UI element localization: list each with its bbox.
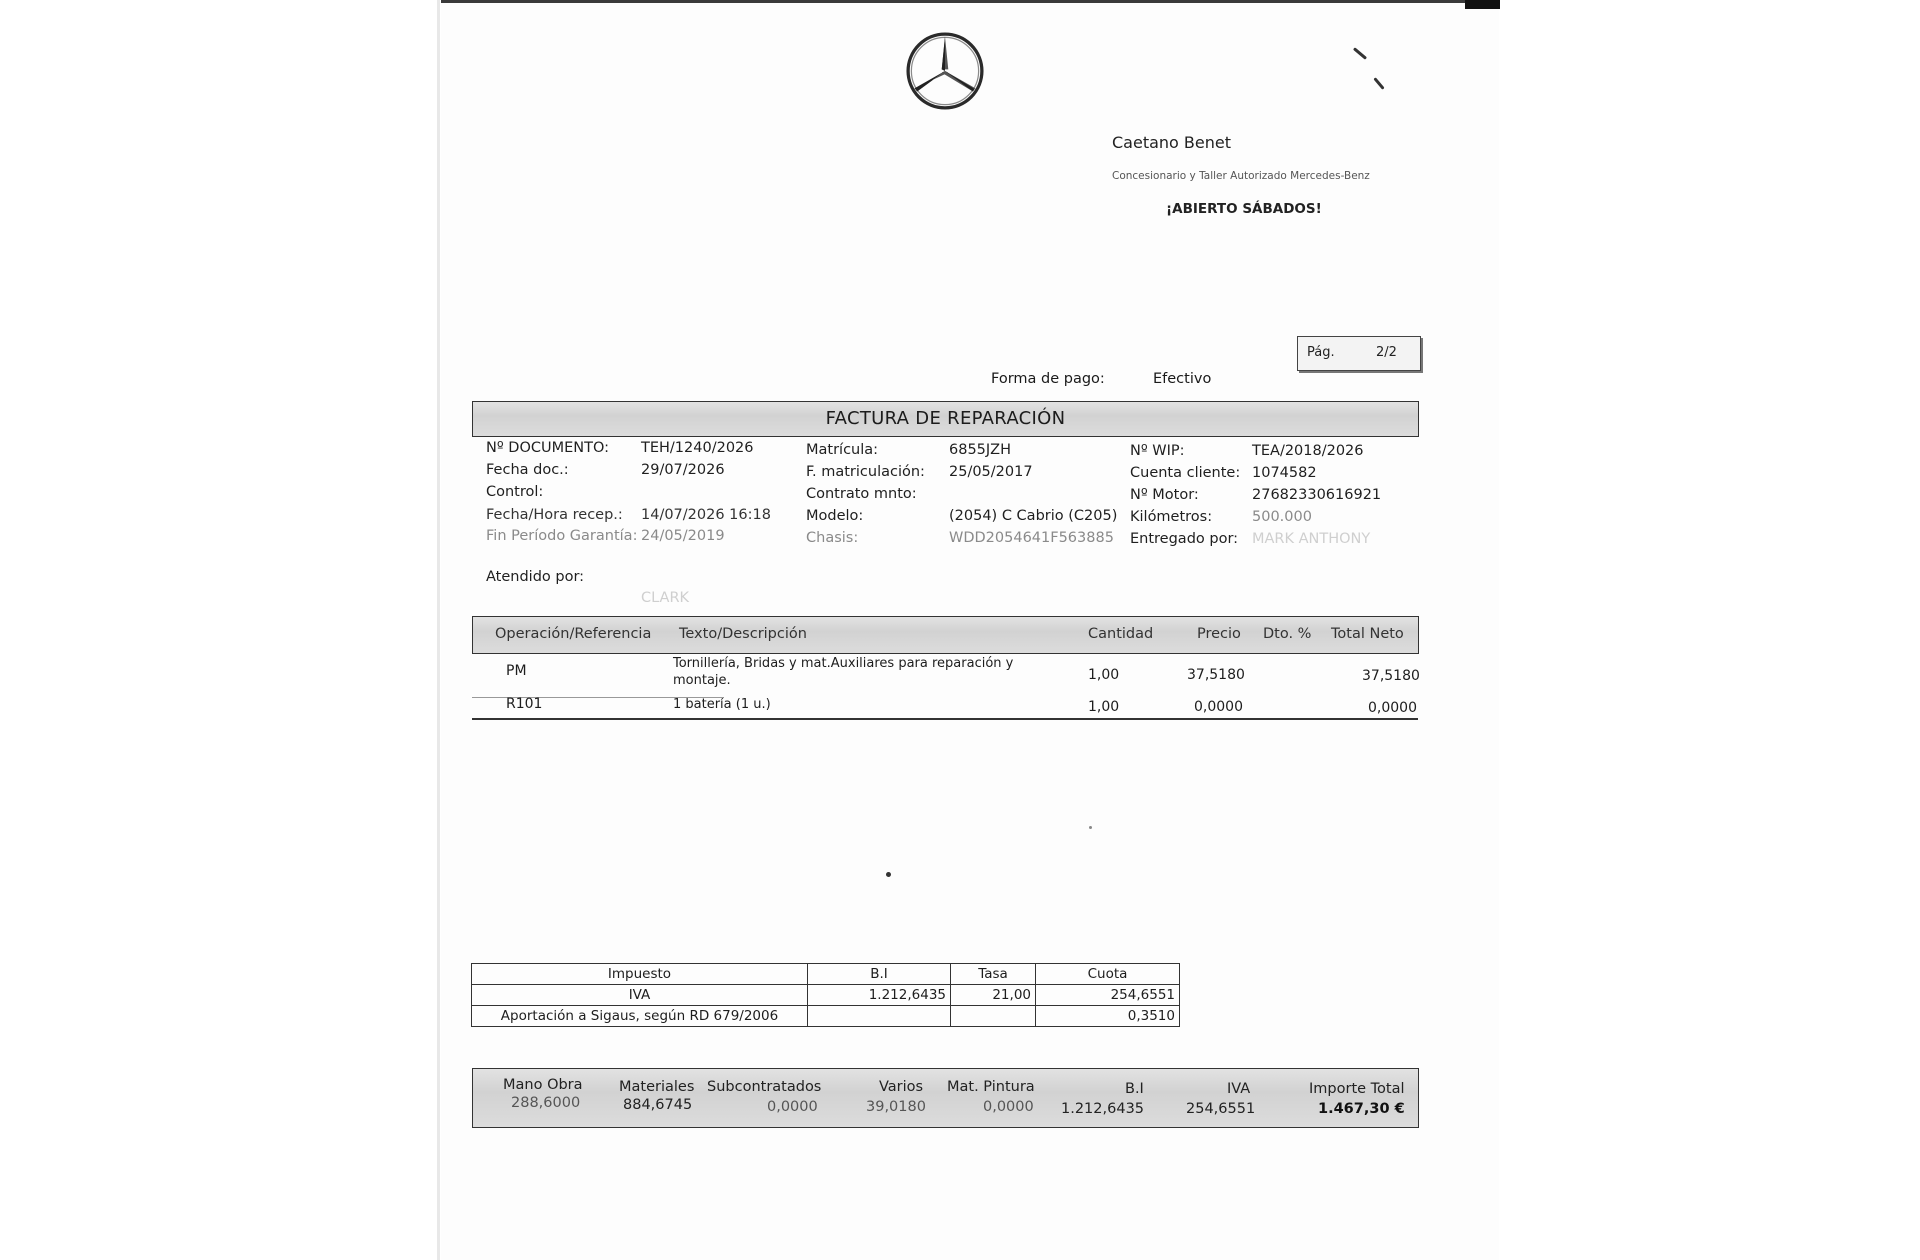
- totals-bar: [472, 1068, 1419, 1128]
- item-description-cont: montaje.: [673, 673, 731, 688]
- tax-header-rate: Tasa: [951, 964, 1036, 985]
- tax-quota: 254,6551: [1036, 985, 1180, 1006]
- page-number-box: [1297, 336, 1421, 371]
- item-ref: R101: [506, 696, 543, 712]
- wip-value: TEA/2018/2026: [1252, 443, 1364, 459]
- grand-total-value: 1.467,30 €: [1318, 1101, 1405, 1117]
- plate-label: Matrícula:: [806, 442, 879, 458]
- total-paint-label: Mat. Pintura: [947, 1079, 1035, 1095]
- total-vat-label: IVA: [1227, 1081, 1251, 1097]
- control-label: Control:: [486, 484, 544, 500]
- item-description: Tornillería, Bridas y mat.Auxiliares para reparación y: [673, 656, 1014, 671]
- tax-quota: 0,3510: [1036, 1006, 1180, 1027]
- doc-number-value: TEH/1240/2026: [641, 440, 754, 456]
- total-materials-value: 884,6745: [623, 1097, 693, 1113]
- kilometers-value: 500.000: [1252, 509, 1312, 525]
- table-row: [472, 1006, 1180, 1027]
- reception-value: 14/07/2026 16:18: [641, 507, 771, 523]
- tax-base: 1.212,6435: [808, 985, 951, 1006]
- model-value: (2054) C Cabrio (C205): [949, 508, 1118, 524]
- payment-label: Forma de pago:: [991, 371, 1105, 387]
- chassis-value: WDD2054641F563885: [949, 530, 1114, 546]
- dealer-name: Caetano Benet: [1112, 133, 1231, 152]
- col-description: Texto/Descripción: [679, 626, 807, 642]
- tax-name: Aportación a Sigaus, según RD 679/2006: [472, 1006, 808, 1027]
- tax-name: IVA: [472, 985, 808, 1006]
- col-operation-reference: Operación/Referencia: [495, 626, 652, 642]
- reception-label: Fecha/Hora recep.:: [486, 507, 623, 523]
- tax-rate: 21,00: [951, 985, 1036, 1006]
- engine-number-value: 27682330616921: [1252, 487, 1382, 503]
- total-materials-label: Materiales: [619, 1079, 695, 1095]
- tax-base: [808, 1006, 951, 1027]
- delivered-by-value: MARK ANTHONY: [1252, 531, 1371, 547]
- tax-header-name: Impuesto: [472, 964, 808, 985]
- item-quantity: 1,00: [1088, 699, 1120, 715]
- invoice-title: FACTURA DE REPARACIÓN: [825, 408, 1066, 429]
- plate-value: 6855JZH: [949, 442, 1012, 458]
- contract-label: Contrato mnto:: [806, 486, 917, 502]
- item-total: 37,5180: [1362, 668, 1420, 684]
- items-header-bar: [472, 616, 1419, 654]
- engine-number-label: Nº Motor:: [1130, 487, 1199, 503]
- total-vat-value: 254,6551: [1186, 1101, 1256, 1117]
- item-price: 37,5180: [1187, 667, 1245, 683]
- doc-date-value: 29/07/2026: [641, 462, 725, 478]
- registration-date-value: 25/05/2017: [949, 464, 1033, 480]
- wip-label: Nº WIP:: [1130, 443, 1185, 459]
- dealer-tagline: Concesionario y Taller Autorizado Mercedes-Benz: [1112, 170, 1370, 182]
- table-row: [472, 985, 1180, 1006]
- delivered-by-label: Entregado por:: [1130, 531, 1239, 547]
- col-quantity: Cantidad: [1088, 626, 1154, 642]
- chassis-label: Chasis:: [806, 530, 859, 546]
- warranty-end-value: 24/05/2019: [641, 528, 725, 544]
- item-quantity: 1,00: [1088, 667, 1120, 683]
- total-base-value: 1.212,6435: [1061, 1101, 1145, 1117]
- attended-by-value: CLARK: [641, 590, 690, 606]
- item-price: 0,0000: [1194, 699, 1243, 715]
- invoice-title-bar: [472, 401, 1419, 437]
- customer-account-label: Cuenta cliente:: [1130, 465, 1241, 481]
- total-misc-label: Varios: [879, 1079, 924, 1095]
- total-misc-value: 39,0180: [866, 1099, 926, 1115]
- page-value: 2/2: [1376, 345, 1397, 360]
- doc-date-label: Fecha doc.:: [486, 462, 569, 478]
- total-labor-label: Mano Obra: [503, 1077, 583, 1093]
- table-row: [472, 964, 1180, 985]
- registration-date-label: F. matriculación:: [806, 464, 925, 480]
- doc-number-label: Nº DOCUMENTO:: [486, 440, 610, 456]
- model-label: Modelo:: [806, 508, 864, 524]
- tax-header-base: B.I: [808, 964, 951, 985]
- item-total: 0,0000: [1368, 700, 1417, 716]
- item-ref: PM: [506, 663, 527, 679]
- mercedes-star-logo: [904, 30, 986, 112]
- grand-total-label: Importe Total: [1309, 1081, 1405, 1097]
- total-paint-value: 0,0000: [983, 1099, 1034, 1115]
- attended-by-label: Atendido por:: [486, 569, 585, 585]
- tax-rate: [951, 1006, 1036, 1027]
- kilometers-label: Kilómetros:: [1130, 509, 1213, 525]
- warranty-end-label: Fin Período Garantía:: [486, 528, 638, 544]
- item-description: 1 batería (1 u.): [673, 697, 771, 712]
- total-base-label: B.I: [1125, 1081, 1144, 1097]
- col-discount: Dto. %: [1263, 626, 1312, 642]
- tax-table: [471, 963, 1180, 1027]
- customer-account-value: 1074582: [1252, 465, 1317, 481]
- total-subcontracted-label: Subcontratados: [707, 1079, 822, 1095]
- payment-value: Efectivo: [1153, 371, 1212, 387]
- tax-header-quota: Cuota: [1036, 964, 1180, 985]
- col-price: Precio: [1197, 626, 1241, 642]
- dealer-open-saturdays: ¡ABIERTO SÁBADOS!: [1166, 201, 1322, 217]
- total-subcontracted-value: 0,0000: [767, 1099, 818, 1115]
- total-labor-value: 288,6000: [511, 1095, 581, 1111]
- page-label: Pág.: [1307, 345, 1335, 360]
- col-total-net: Total Neto: [1331, 626, 1404, 642]
